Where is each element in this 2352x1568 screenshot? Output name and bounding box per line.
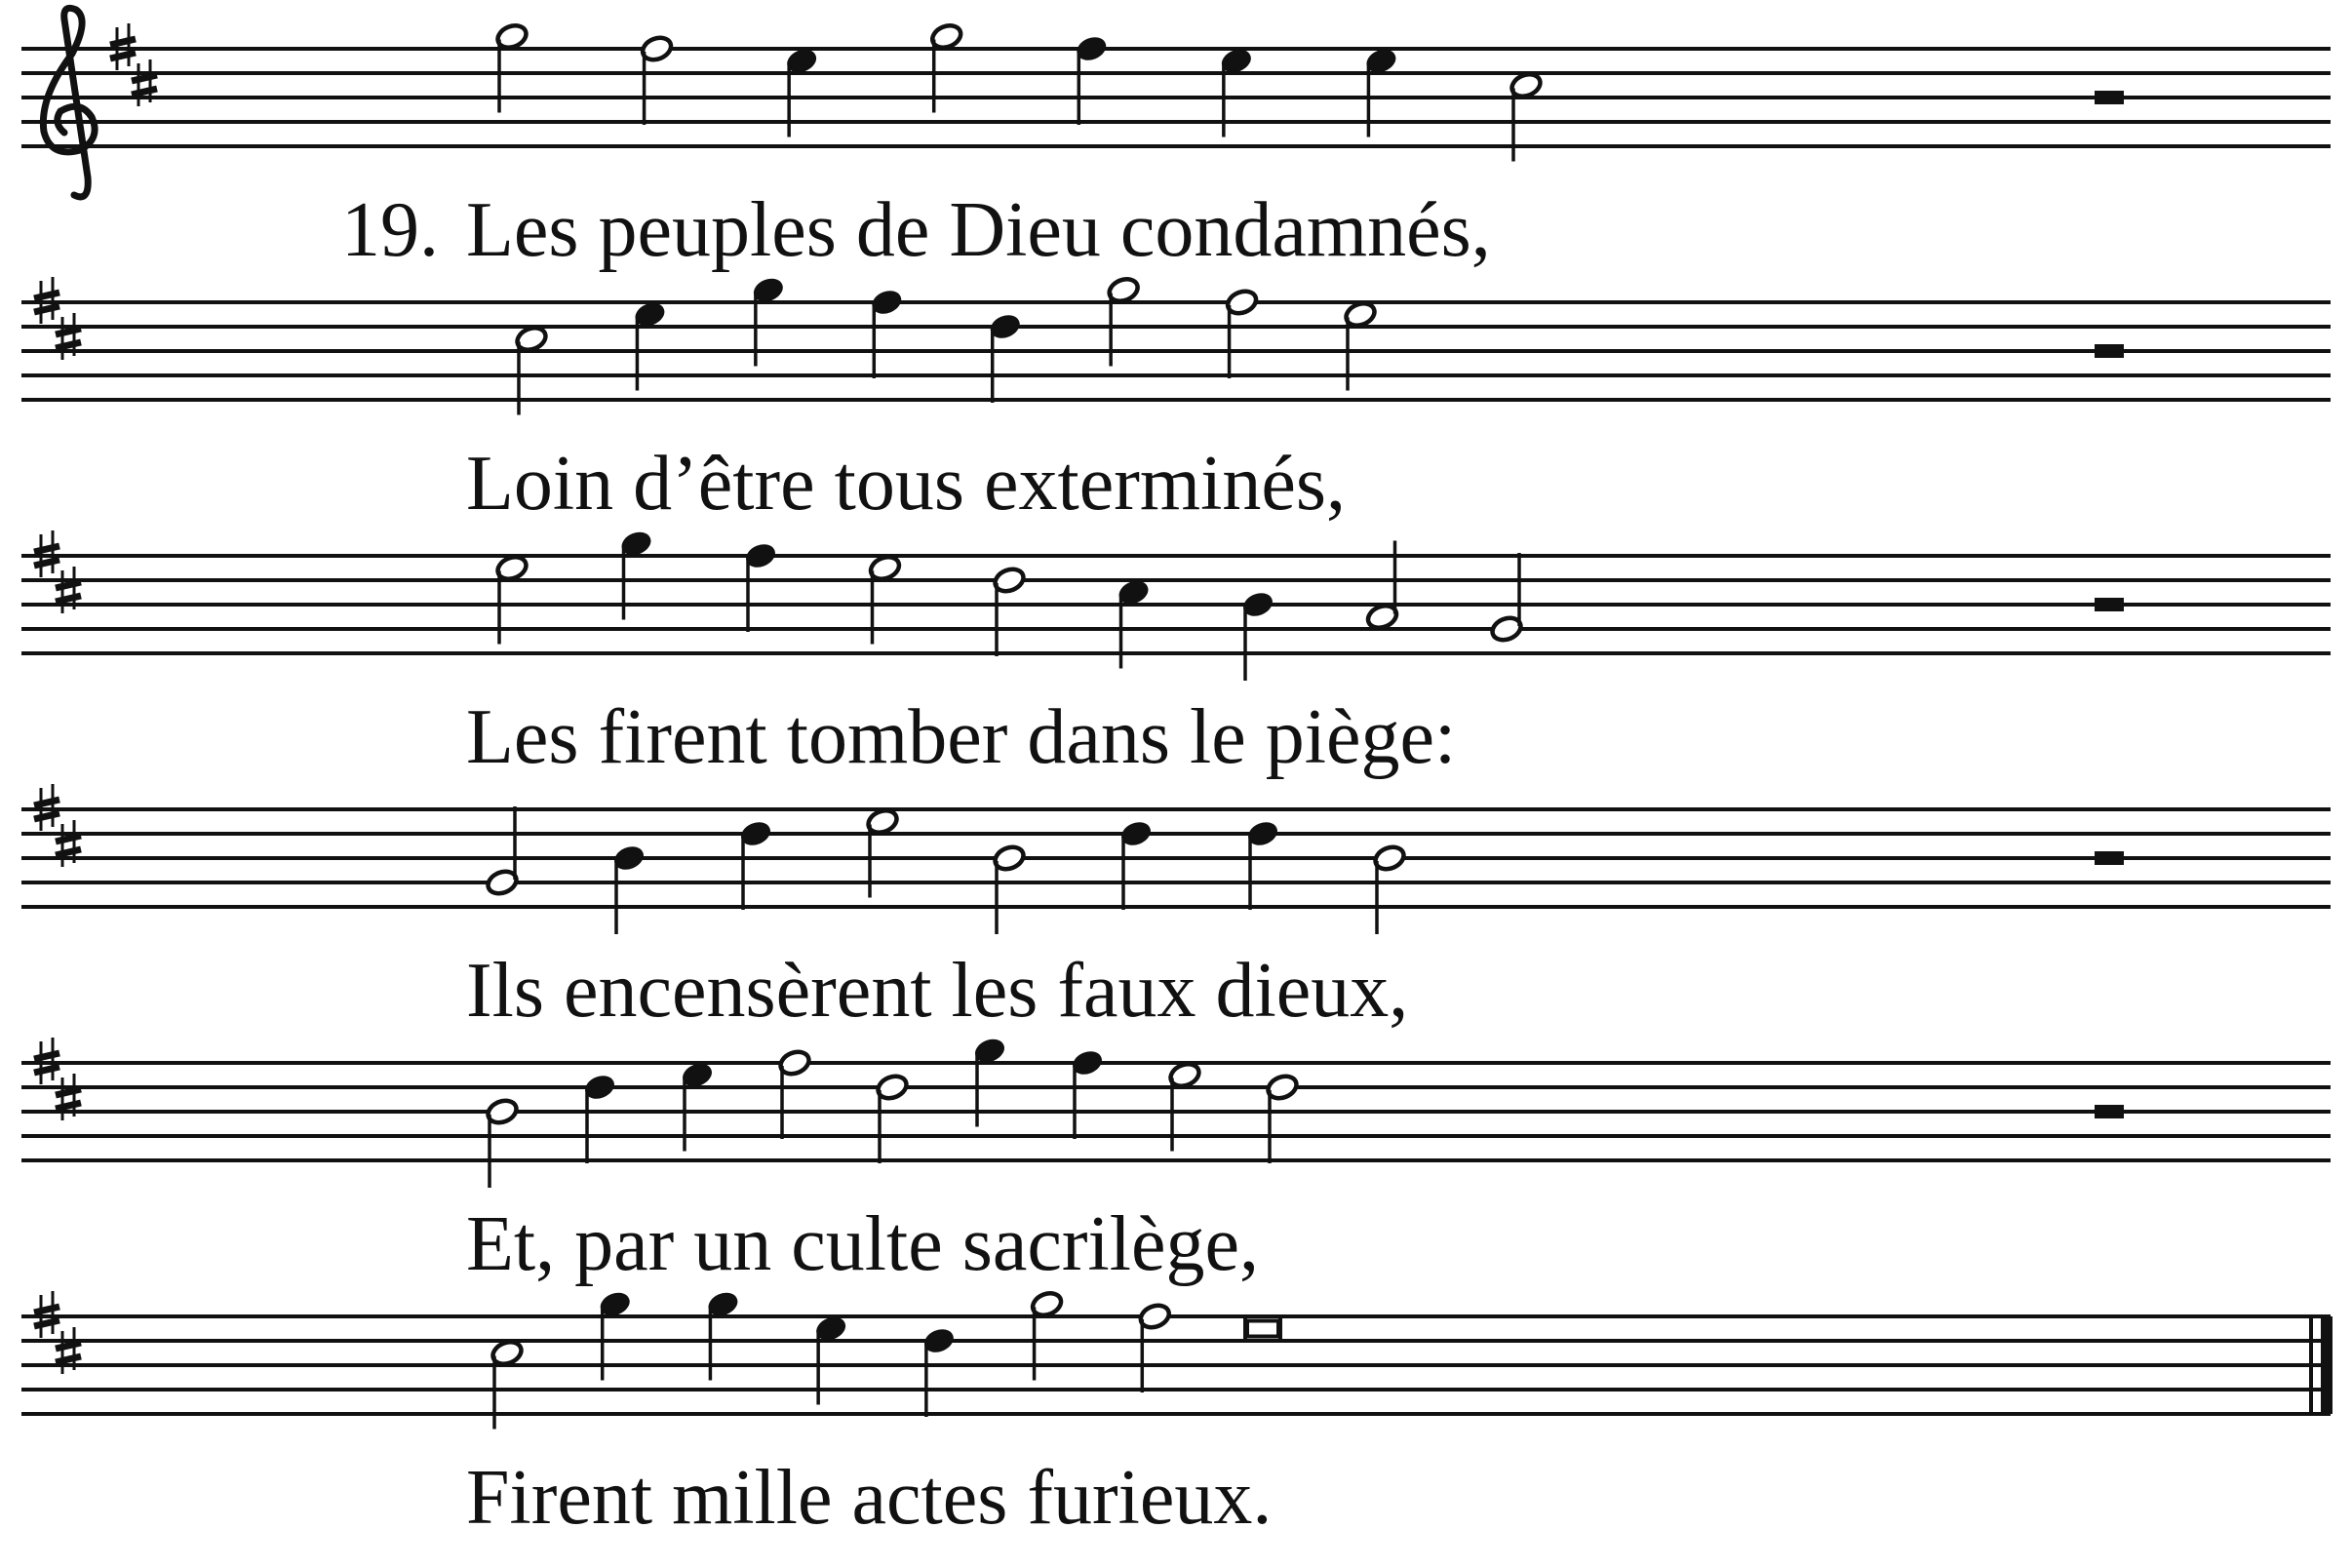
staff-lines <box>21 809 2331 907</box>
staff-lines <box>21 49 2331 146</box>
note <box>1372 843 1407 934</box>
note <box>1265 1073 1300 1163</box>
staff-system <box>21 1036 2331 1188</box>
rest <box>2095 1105 2124 1118</box>
lyric-line: Les peuples de Dieu condamnés, <box>466 187 1491 273</box>
note-group <box>485 806 1407 934</box>
key-signature <box>110 23 157 106</box>
staff-system <box>21 529 2331 681</box>
note <box>738 819 773 910</box>
note <box>921 1326 957 1417</box>
key-signature <box>34 1038 81 1120</box>
note <box>1245 1316 1280 1342</box>
rest <box>2095 91 2124 104</box>
lyric-line: Et, par un culte sacrilège, <box>466 1201 1259 1287</box>
lyric-line: Loin d’être tous exterminés, <box>466 441 1346 527</box>
staff-lines <box>21 1316 2331 1414</box>
staff-lines <box>21 556 2331 653</box>
note <box>992 566 1027 656</box>
staff-system <box>21 8 2331 197</box>
note <box>743 541 778 632</box>
note <box>992 843 1027 934</box>
key-signature <box>34 784 81 867</box>
note <box>1070 1048 1105 1139</box>
note <box>1118 819 1154 910</box>
final-barline <box>2309 1316 2332 1414</box>
note <box>582 1073 617 1163</box>
lyric-line: Firent mille actes furieux. <box>466 1455 1273 1541</box>
staff-lines <box>21 302 2331 400</box>
verse-number: 19. <box>341 187 439 273</box>
note-group <box>490 1289 1280 1429</box>
treble-clef-icon <box>43 8 95 197</box>
lyric-line: Les firent tomber dans le piège: <box>466 694 1457 780</box>
key-signature <box>34 277 81 360</box>
key-signature <box>34 1291 81 1374</box>
note <box>777 1048 812 1139</box>
note <box>988 312 1023 403</box>
staff-system <box>21 1289 2332 1429</box>
note <box>1137 1302 1172 1392</box>
note <box>1225 288 1260 378</box>
note <box>1489 553 1524 644</box>
rest <box>2095 851 2124 865</box>
note <box>485 1097 520 1188</box>
note <box>1074 34 1109 125</box>
note <box>640 34 675 125</box>
note <box>485 806 520 897</box>
note <box>875 1073 910 1163</box>
staff-system <box>21 275 2331 414</box>
rest <box>2095 598 2124 611</box>
note <box>611 843 647 934</box>
key-signature <box>34 530 81 613</box>
note-group <box>494 21 1544 161</box>
lyric-line: Ils encensèrent les faux dieux, <box>466 948 1409 1034</box>
rest <box>2095 344 2124 358</box>
note <box>1240 590 1275 681</box>
staff-system <box>21 784 2331 934</box>
note <box>869 288 904 378</box>
note <box>1245 819 1280 910</box>
note-group <box>514 275 1378 414</box>
